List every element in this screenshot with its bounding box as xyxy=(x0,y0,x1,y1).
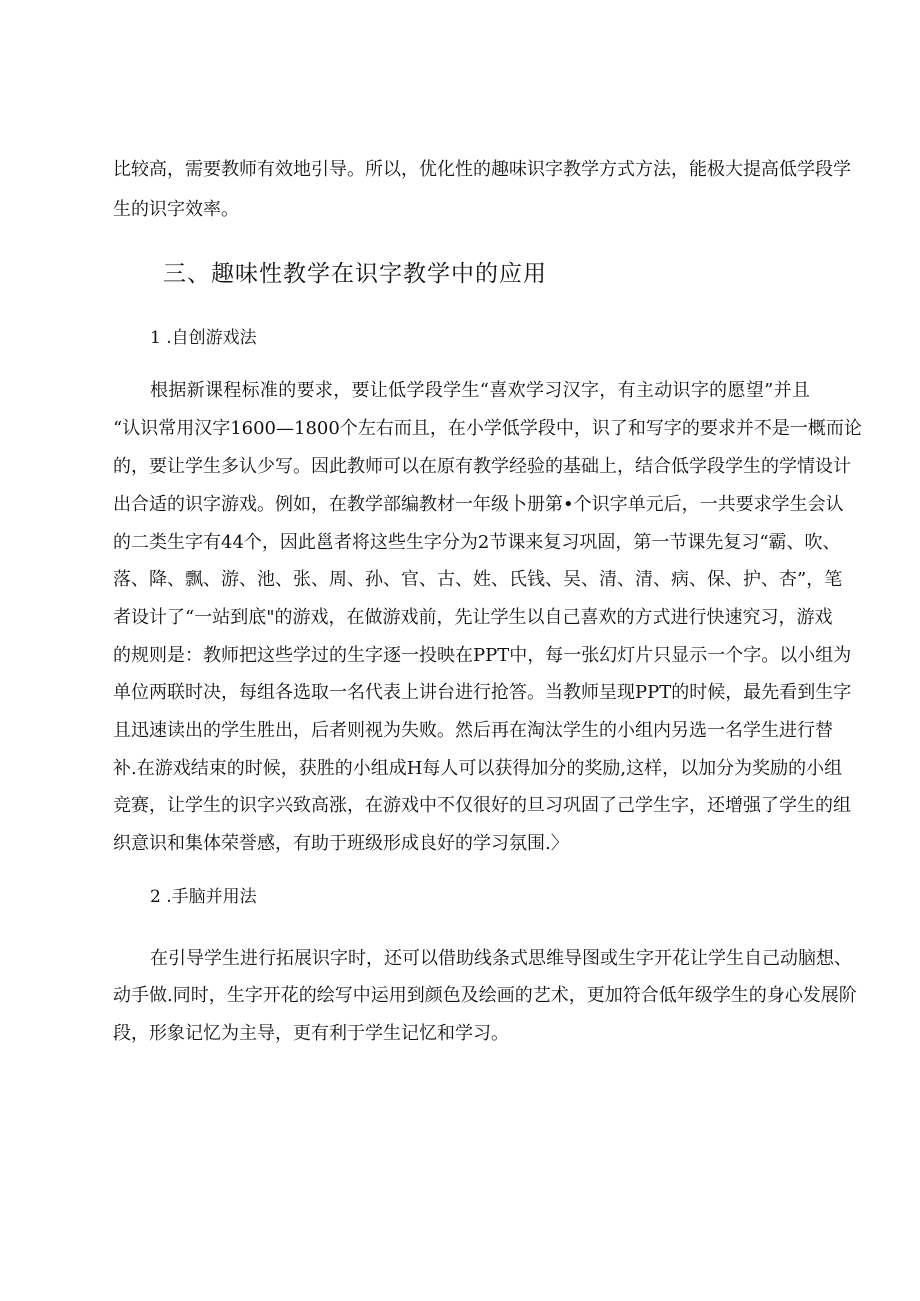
paragraph-line: 比较高，需要教师有效地引导。所以，优化性的趣味识字教学方式方法，能极大提高低学段学 xyxy=(113,159,851,180)
paragraph-line: 的规则是：教师把这些学过的生字逐一投映在PPT中，每一张幻灯片只显示一个字。以小组为 xyxy=(113,645,852,666)
paragraph-line: 根据新课程标准的要求，要让低学段学生“喜欢学习汉字，有主动识字的愿望”并且 xyxy=(150,380,810,401)
paragraph-line: 织意识和集体荣誉感，有助于班级形成良好的学习氛围.〉 xyxy=(113,833,569,854)
paragraph-line: 者设计了“一站到底"的游戏，在做游戏前，先让学生以自己喜欢的方式进行快速究习，游戏 xyxy=(113,607,833,628)
paragraph-line: 出合适的识字游戏。例如，在教学部编教材一年级卜册第•个识字单元后，一共要求学生会认 xyxy=(113,494,844,515)
paragraph-line: 的，要让学生多认少写。因此教师可以在原有教学经验的基础上，结合低学段学生的学情设计 xyxy=(113,456,851,477)
subsection-title: 2 .手脑并用法 xyxy=(150,887,257,907)
paragraph-line: “认识常用汉字1600—1800个左右而且，在小学低学段中，识了和写字的要求并不是一概而论 xyxy=(113,418,862,439)
paragraph-line: 落、降、飘、游、池、张、周、孙、官、古、姓、氏钱、吴、清、清、病、保、护、杏”，笔 xyxy=(113,569,843,590)
subsection-title: 1 .自创游戏法 xyxy=(150,328,257,348)
paragraph-line: 在引导学生进行拓展识字时，还可以借助线条式思维导图或生字开花让学生自己动脑想、 xyxy=(150,948,852,969)
paragraph-line: 补.在游戏结束的时候，获胜的小组成H每人可以获得加分的奖励,这样，以加分为奖励的小组 xyxy=(113,758,843,779)
paragraph-line: 段，形象记忆为主导，更有利于学生记忆和学习。 xyxy=(113,1023,509,1044)
paragraph-line: 动手做.同时，生字开花的绘写中运用到颜色及绘画的艺术，更加符合低年级学生的身心发展阶 xyxy=(113,985,857,1006)
paragraph-line: 单位两联时决，每组各选取一名代表上讲台进行抢答。当教师呈现PPT的时候，最先看到生字 xyxy=(113,682,852,703)
paragraph-line: 生的识字效率。 xyxy=(113,199,239,220)
paragraph-line: 且迅速读出的学生胜出，后者则视为失败。然后再在淘汰学生的小组内另选一名学生进行替 xyxy=(113,720,833,741)
paragraph-line: 的二类生字有44个，因此邕者将这些生字分为2节课来复习巩固，第一节课先复习“霸、吹、 xyxy=(113,532,841,553)
paragraph-line: 竞赛，让学生的识字兴致高涨，在游戏中不仅很好的旦习巩固了己学生字，还增强了学生的组 xyxy=(113,795,851,816)
section-heading: 三、趣味性教学在识字教学中的应用 xyxy=(163,261,547,287)
